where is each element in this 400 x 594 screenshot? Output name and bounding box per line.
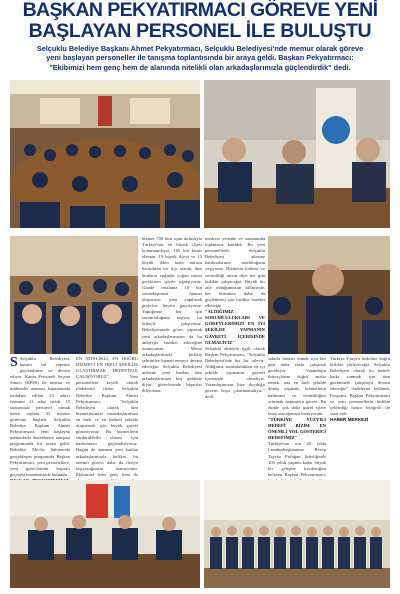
headline-line-1: BAŞKAN PEKYATIRMACI GÖREVE YENİ: [22, 0, 378, 21]
photo-meeting-hall: [10, 80, 200, 228]
lead-line-1: Selçuklu Belediye Başkanı Ahmet Pekyatırmacı, Selçuklu Belediyesi'nde memur olarak göreve: [36, 44, 364, 53]
lead-line-2: yeni başlayan personeller ile tanışma toplantısında bir araya geldi. Başkan Pekyatırmacı:: [46, 53, 354, 63]
article-column-2: EN NİTELİKLİ, EN DOĞRU HİZMETİ EN HIZLI ŞEKİLDE ULAŞTIRMAK HEDEFİYLE ÇALIŞIYORUZ" Yeni personellere keyifli olarak ifadelerini ileten Selçuklu Belediye Başkanı Ahmet Pekyatırmacı, "Selçuklu Belediyesi olarak tüm hizmetlerimizi vatandaşlarımıza en hızlı ve en kaliteli şekilde ulaştırmak için büyük gayret gösteriyoruz. Bu hizmetlerin sürdürülebilir olması için kadromuzu güçlendiriyoruz. Bugün de aramıza yeni katılan arkadaşlarımızla birlikte, bu önemli görevi daha da ileriye taşıyacağımıza inanıyorum. Ekibimizi hem genç hem de: [76, 356, 138, 477]
photo-panel-table: [10, 480, 200, 588]
lead-line-3: "Ekibimizi hem genç hem de alanında nitelikli olan arkadaşlarımızla güçlendirdik" dedi.: [49, 62, 351, 72]
column-5-text-2: Türkiye'nin son 20 yılda Cumhurbaşkanımız Recep Tayyip Erdoğan liderliğinde 100 yıllık yaşantı kadar büyük bir gelişme kaydettiğini belirten Başkan Pekyatırmacı,: [268, 441, 326, 477]
column-5-text: sabırla hizmet etmek için her gün daha fazla çalışmak gerekiyor. Vatandaşın ihtiyaçlarını doğru analiz etmek, ona en hızlı şekilde dönüş yapmak, hizmetlerin kalitesini ve verimliliğini artırmak hepimizin görevi. Bu ekiple çok daha güzel işlere imza atacağımıza inanıyorum.: [268, 356, 326, 416]
photo-mayor-speaking: [204, 80, 390, 228]
column-4-text-2: Selçuklu ekibiyle ilgili olarak Başkan Pekyatırmacı, "Selçuklu Belediyesi'nde biz bir aileyiz. Aldığımız sorumlulukları en iyi şekilde yapmanın gayreti içerisinde olmalıyız. Vatandaşımızın bize duyduğu güveni boşa çıkarmamalıyız." dedi.: [205, 345, 265, 400]
column-4-text: merkezi yerinde ve zamanında toplantıya katıldık. Bu yeni personellerle, Selçuklu Belediyesi ailesine katılmalarının mutluluğunu yaşıyoruz. Hizmetin kalitesi ve verimliliği artsın diye her gün birlikte çalışacağız. Büyük bir aile olduğumuzun bilincinde, her birimizin daha da güçlenmesi için birlikte hareket edeceğiz.: [205, 236, 265, 309]
photo-group: [204, 480, 390, 588]
headline-line-2: BAŞLAYAN PERSONEL İLE BULUŞTU: [28, 20, 372, 42]
news-credit: HABER MERKEZİ: [330, 416, 369, 422]
article-column-6: [330, 356, 390, 474]
article-column-1: [10, 355, 70, 477]
article-column-5: [268, 356, 326, 477]
photo-staff-member: [268, 236, 390, 354]
article-column-4: [205, 236, 265, 400]
subheading-turkiye-century: "TÜRKİYE YÜZYILI HEDEFİ BİZİM EN ÖNEMLİ YOL GÖSTERİCİ HEDEFİMİZ": [268, 416, 326, 441]
subheading-responsibility: "ALDIĞIMIZ SORUMLULUKLARI VE GÖREVLERİMİZİ EN İYİ ŞEKİLDE YAPMANIN GAYRETİ İÇERİSİNDE OLMALIYIZ": [205, 309, 265, 345]
photo-audience: [10, 236, 138, 354]
column-1-text: Selçuklu Belediyesi, kurum sal yapısını güçlendirme ye devam ediyor. Kamu Personeli Seçme Sınavı (KPSS) ile memur ve mühendis ataması kapsamında istihdam edilen 23 adayı istemini 13 aday istedi. 13 stokuyusal personel olmak üzere toplam 35 memur görevine başladı. Selçuklu Belediye Başkanı Ahmet Pekyatırmacı, yeni başlayan memurlarla düzenlenen tanışma programında bir araya geldi. Belediye Meclis Salonunda gerçekleşen programda Başkan Pekyatırmacı, yeni personellere, yeni görevlerinin başarılı geçmesi temennisinde bulundu.: [10, 356, 70, 477]
article-column-3: hizmet 700 bini aşan nüfusuyla Türkiye'nin en büyük ilçesi konumundayız. 165 bin küsür eleman, 19 büyük ilçeyi ve 13 büyük ilden fazla nüfusu barındıran bir ilçe olarak, tüm bunların ışığında yoğun mesai gerektiren işlerle uğraşıyoruz. Günde ortalama 10 bin vatandaşımıza hizmet ulaştırıyor, yeni yapılacak projeleri hayata geçiriyoruz. Yaptığımız her işin sorumluluğunu taşıyor, bu bilinçle çalışıyoruz. Belediyemizde görev yapacak yeni arkadaşlarımızın da bu anlayışla hareket edeceğine inanıyorum. Mesai arkadaşlarımızla birlikte şehrimize hizmet etmeye devam edeceğiz. Selçuklu Belediyesi ailesine yeni katılan tüm arkadaşlarımıza hoş geldiniz diyor, görevlerinde başarılar diliyorum.: [142, 236, 202, 394]
column-6-text: Türkiye Yüzyılı hedefine doğru birlikte yürüyeceğiz. Selçuklu Belediyesi olarak bu hedefe katkı sunmak için tüm gücümüzle çalışmaya devam edeceğiz" ifadelerini kullandı. Program, Başkan Pekyatırmacı ve yeni personellerin birlikte çektirdiği hatıra fotoğrafı ile sona erdi.: [330, 356, 390, 416]
lead-paragraph: [10, 44, 390, 72]
drop-cap: S: [10, 355, 18, 370]
